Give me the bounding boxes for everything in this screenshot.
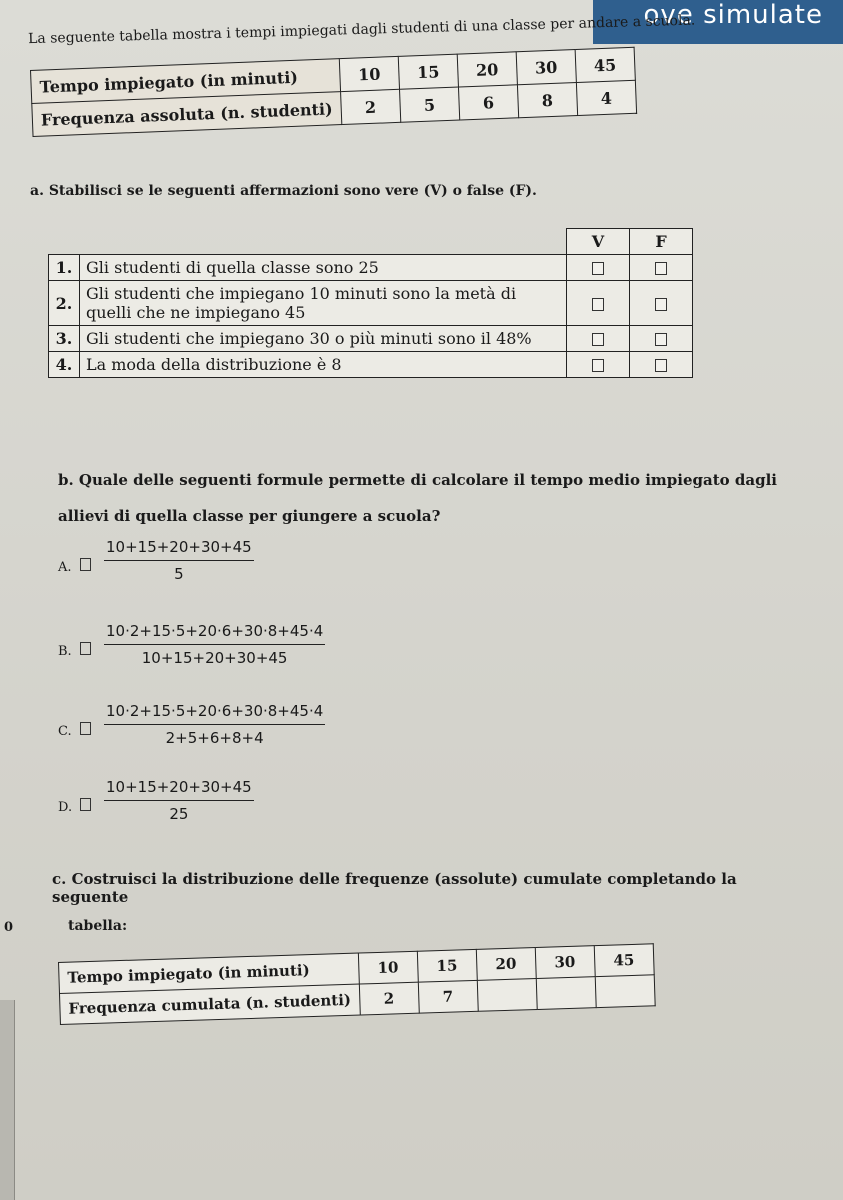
- question-b: b. Quale delle seguenti formule permette di calcolare il tempo medio impiegato dagli allievi di quella classe per giungere a scuola?: [58, 471, 777, 525]
- numerator: 10·2+15·5+20·6+30·8+45·4: [104, 702, 325, 725]
- checkbox-false-3[interactable]: [630, 326, 693, 352]
- option-label: B.: [58, 644, 72, 659]
- true-false-table: [48, 228, 693, 378]
- table-cell: 10: [339, 56, 399, 91]
- table-cell: 8: [517, 83, 577, 118]
- table-row: [49, 281, 693, 326]
- denominator: 5: [174, 565, 184, 583]
- checkbox-false-4[interactable]: [630, 352, 693, 378]
- row-header-time: Tempo impiegato (in minuti): [59, 953, 359, 993]
- frequency-table: [30, 47, 637, 137]
- formula: [104, 622, 325, 667]
- statement-text: Gli studenti di quella classe sono 25: [80, 255, 567, 281]
- table-cell: 6: [458, 85, 518, 120]
- statement-number: 2.: [49, 281, 80, 326]
- denominator: 2+5+6+8+4: [165, 729, 264, 747]
- column-f: F: [630, 229, 693, 255]
- table-row: [49, 326, 693, 352]
- header-banner: ove simulate: [593, 0, 843, 44]
- blank-cell[interactable]: [536, 977, 596, 1010]
- option-checkbox[interactable]: [80, 798, 91, 811]
- table-cell: 2: [359, 982, 419, 1015]
- checkbox-true-1[interactable]: [567, 255, 630, 281]
- question-c: c. Costruisci la distribuzione delle frequenze (assolute) cumulate completando la seguente: [52, 870, 737, 906]
- denominator: 25: [169, 805, 189, 823]
- denominator: 10+15+20+30+45: [141, 649, 288, 667]
- table-cell: 45: [575, 47, 635, 82]
- question-a: a. Stabilisci se le seguenti affermazioni sono vere (V) o false (F).: [30, 183, 537, 199]
- checkbox-false-2[interactable]: [630, 281, 693, 326]
- row-header-frequency: Frequenza assoluta (n. studenti): [32, 92, 342, 137]
- side-mark: 0: [4, 920, 14, 935]
- option-checkbox[interactable]: [80, 558, 91, 571]
- formula: [104, 702, 325, 747]
- table-row: [49, 255, 693, 281]
- table-cell: 2: [340, 89, 400, 124]
- table-cell: 20: [476, 948, 536, 981]
- row-header-cumulative: Frequenza cumulata (n. studenti): [59, 984, 359, 1024]
- table-cell: 20: [457, 52, 517, 87]
- intro-text: La seguente tabella mostra i tempi impiegati dagli studenti di una classe per andare a scuola.: [27, 12, 696, 48]
- statement-text: Gli studenti che impiegano 10 minuti sono la metà di quelli che ne impiegano 45: [80, 281, 567, 326]
- table-cell: 10: [358, 951, 418, 984]
- table-cell: 5: [399, 87, 459, 122]
- option-label: D.: [58, 800, 73, 815]
- option-label: A.: [58, 560, 72, 575]
- option-checkbox[interactable]: [80, 642, 91, 655]
- table-header-row: [49, 229, 693, 255]
- statement-number: 3.: [49, 326, 80, 352]
- statement-number: 4.: [49, 352, 80, 378]
- page-edge: [0, 1000, 15, 1200]
- table-row: [49, 352, 693, 378]
- table-cell: 7: [418, 980, 478, 1013]
- statement-text: Gli studenti che impiegano 30 o più minuti sono il 48%: [80, 326, 567, 352]
- table-cell: 30: [516, 50, 576, 85]
- checkbox-true-2[interactable]: [567, 281, 630, 326]
- table-cell: 30: [535, 946, 595, 979]
- statement-number: 1.: [49, 255, 80, 281]
- table-cell: 15: [417, 949, 477, 982]
- blank-cell[interactable]: [595, 975, 655, 1008]
- table-cell: 4: [576, 80, 636, 115]
- formula: [104, 538, 254, 583]
- statement-text: La moda della distribuzione è 8: [80, 352, 567, 378]
- table-cell: 15: [398, 54, 458, 89]
- numerator: 10·2+15·5+20·6+30·8+45·4: [104, 622, 325, 645]
- cumulative-table: [58, 943, 655, 1025]
- formula: [104, 778, 254, 823]
- numerator: 10+15+20+30+45: [104, 778, 254, 801]
- row-header-time: Tempo impiegato (in minuti): [31, 59, 341, 104]
- column-v: V: [567, 229, 630, 255]
- option-label: C.: [58, 724, 72, 739]
- checkbox-true-4[interactable]: [567, 352, 630, 378]
- question-c-continuation: tabella:: [68, 918, 128, 934]
- option-checkbox[interactable]: [80, 722, 91, 735]
- blank-cell[interactable]: [477, 978, 537, 1011]
- checkbox-false-1[interactable]: [630, 255, 693, 281]
- empty-corner: [49, 229, 567, 255]
- numerator: 10+15+20+30+45: [104, 538, 254, 561]
- table-cell: 45: [594, 944, 654, 977]
- checkbox-true-3[interactable]: [567, 326, 630, 352]
